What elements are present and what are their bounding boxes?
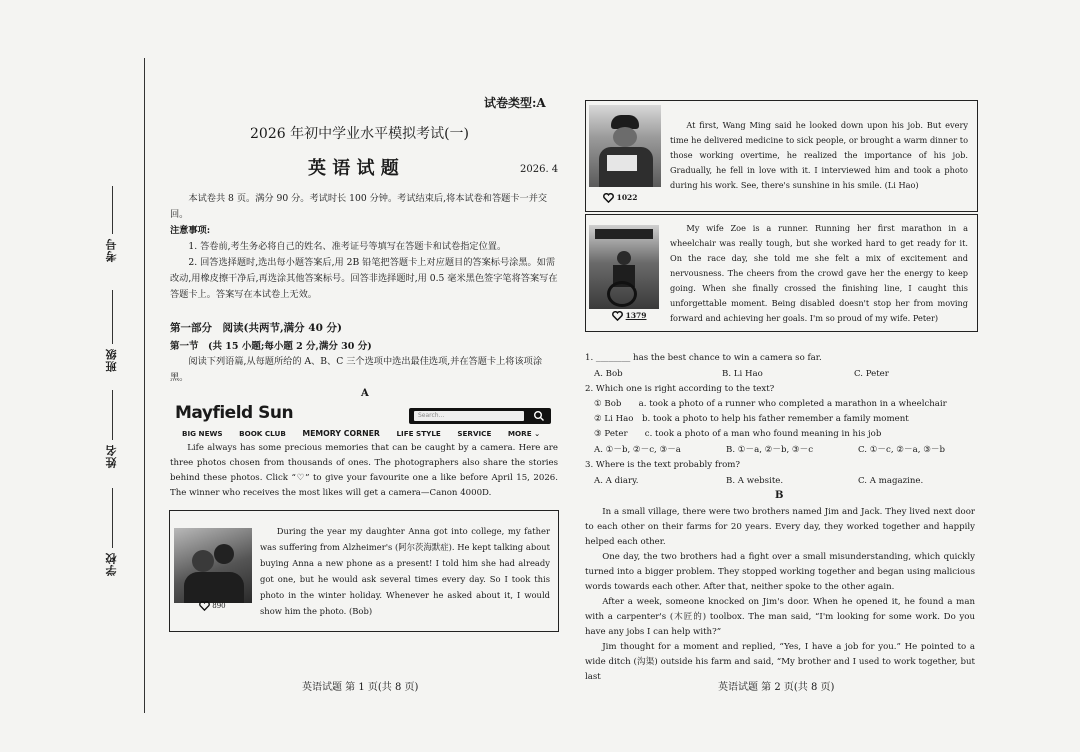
search-bar[interactable] <box>409 408 551 424</box>
question-3-option-c: C. A magazine. <box>858 476 924 486</box>
question-1-option-c: C. Peter <box>854 369 889 379</box>
question-1-option-a: A. Bob <box>594 369 623 379</box>
class-label: 班级 <box>105 348 118 372</box>
question-3-option-a: A. A diary. <box>594 476 639 486</box>
question-2-option-c: C. ①－c, ②－a, ③－b <box>858 445 945 455</box>
peter-likes: 1379 <box>625 311 647 320</box>
class-blank <box>112 290 113 344</box>
school-blank <box>112 488 113 548</box>
question-2-stem: 2. Which one is right according to the text? <box>585 384 775 394</box>
subject-title: 英 语 试 题 <box>308 158 399 179</box>
search-icon[interactable] <box>533 410 545 422</box>
page-2-footer: 英语试题 第 2 页(共 8 页) <box>718 682 835 693</box>
reading-instructions: 阅读下列语篇,从每题所给的 A、B、C 三个选项中选出最佳选项,并在答题卡上将该项涂黑。 <box>170 356 543 383</box>
name-blank <box>112 390 113 440</box>
note-1: 1. 答卷前,考生务必将自己的姓名、准考证号等填写在答题卡和试卷指定位置。 <box>188 241 507 252</box>
part-1-heading: 第一部分 阅读(共两节,满分 40 分) <box>170 322 343 334</box>
post-bob <box>169 510 559 632</box>
name-label: 姓名 <box>105 444 118 468</box>
search-input[interactable]: Search... <box>414 411 524 421</box>
passage-a-label: A <box>361 388 369 399</box>
peter-post-text: My wife Zoe is a runner. Running her first marathon in a wheelchair was really tough, but she worked hard to get ready for it. On the race day, she told me she felt a mix of excitement and nervousness. The cheers from the crowd gave her the energy to keep going. When she finally crossed the finishing line, I caught this unforgettable moment. Being disabled doesn't stop her from moving forward and achieving her goals. I'm so proud of my wife. Peter) <box>670 223 968 323</box>
bob-photo <box>174 528 252 603</box>
site-nav <box>182 429 554 438</box>
li-hao-likes: 1022 <box>616 193 638 202</box>
question-2-match-1: ① Bob a. took a photo of a runner who completed a marathon in a wheelchair <box>594 399 947 409</box>
passage-a-intro: Life always has some precious memories that can be caught by a camera. Here are three photos chosen from thousands of ones. The photographers also share the stories behind these photos. Click “♡” to give your favourite one a like before April 15, 2026. The winner who receives the most likes will get a camera—Canon 4000D. <box>170 443 558 498</box>
exam-number-label: 考号 <box>105 238 118 262</box>
question-3-option-b: B. A website. <box>726 476 784 486</box>
post-peter <box>585 214 978 332</box>
intro-text: 本试卷共 8 页。满分 90 分。考试时长 100 分钟。考试结束后,将本试卷和答题卡一并交回。 <box>170 193 548 220</box>
question-2-option-b: B. ①－a, ②－b, ③－c <box>726 445 814 455</box>
question-1-option-b: B. Li Hao <box>722 369 763 379</box>
school-label: 学校 <box>105 552 118 576</box>
question-2-match-2: ② Li Hao b. took a photo to help his father remember a family moment <box>594 414 909 424</box>
li-hao-post-text: At first, Wang Ming said he looked down upon his job. But every time he delivered medicine to sick people, or brought a warm dinner to those working overtime, he realized the importance of his job. Gradually, he fell in love with it. I interviewed him and took a photo during his work. See, there's sunshine in his smile. (Li Hao) <box>670 120 968 190</box>
note-2: 2. 回答选择题时,选出每小题答案后,用 2B 铅笔把答题卡上对应题目的答案标号涂黑。如需改动,用橡皮擦干净后,再选涂其他答案标号。回答非选择题时,用 0.5 毫米黑色签字笔将答案写在答题卡上。答案写在本试卷上无效。 <box>170 257 558 300</box>
passage-b-label: B <box>775 490 784 501</box>
nav-book-club[interactable]: BOOK CLUB <box>239 429 286 438</box>
heart-icon[interactable] <box>603 193 614 203</box>
nav-big-news[interactable]: BIG NEWS <box>182 429 223 438</box>
li-hao-photo <box>589 105 661 187</box>
question-2-option-a: A. ①－b, ②－c, ③－a <box>594 445 681 455</box>
exam-title: 2026 年初中学业水平模拟考试(一) <box>250 126 470 142</box>
nav-service[interactable]: SERVICE <box>457 429 492 438</box>
exam-date: 2026. 4 <box>520 164 559 175</box>
site-logo: Mayfield Sun <box>175 403 294 423</box>
passage-b-paragraph-4: Jim thought for a moment and replied, “Yes, I have a job for you.” He pointed to a wide ditch (沟渠) outside his farm and said, “My brother and I used to work together, but last <box>585 642 975 682</box>
nav-memory-corner[interactable]: MEMORY CORNER <box>302 429 380 438</box>
binding-line <box>144 58 145 713</box>
question-3-stem: 3. Where is the text probably from? <box>585 460 741 470</box>
passage-b-paragraph-2: One day, the two brothers had a fight over a small misunderstanding, which quickly turned into a bigger problem. They stopped working together and began using malicious words towards each other. After that, neither spoke to the other again. <box>585 552 975 592</box>
question-2-match-3: ③ Peter c. took a photo of a man who found meaning in his job <box>594 429 882 439</box>
bob-post-text: During the year my daughter Anna got into college, my father was suffering from Alzheimer's (阿尔茨海默症). He kept talking about buying Anna a new phone as a present! I told him she had already got one, but he would ask several times every day. So I took this photo in the winter holiday. Whenever he asked about it, I would show him the photo. (Bob) <box>260 526 550 616</box>
page-1-footer: 英语试题 第 1 页(共 8 页) <box>302 682 419 693</box>
passage-b-paragraph-3: After a week, someone knocked on Jim's door. When he opened it, he found a man with a carpenter's (木匠的) toolbox. The man said, “I'm looking for some work. Do you have any jobs I can help with?” <box>585 597 975 637</box>
post-li-hao <box>585 100 978 212</box>
exam-number-blank <box>112 186 113 234</box>
nav-more[interactable]: MORE ⌄ <box>507 429 541 438</box>
peter-photo <box>589 225 659 309</box>
nav-life-style[interactable]: LIFE STYLE <box>396 429 441 438</box>
heart-icon[interactable] <box>612 311 623 321</box>
notes-heading: 注意事项: <box>170 225 211 236</box>
paper-type: 试卷类型:A <box>484 96 546 110</box>
question-1-stem: 1. ________ has the best chance to win a camera so far. <box>585 353 822 363</box>
bob-likes: 890 <box>212 602 226 610</box>
section-1-heading: 第一节 (共 15 小题;每小题 2 分,满分 30 分) <box>170 341 372 352</box>
heart-icon[interactable] <box>199 601 210 611</box>
passage-b-paragraph-1: In a small village, there were two brothers named Jim and Jack. They lived next door to each other on their farms for 20 years. Every day, they worked together and happily helped each other. <box>585 507 975 547</box>
